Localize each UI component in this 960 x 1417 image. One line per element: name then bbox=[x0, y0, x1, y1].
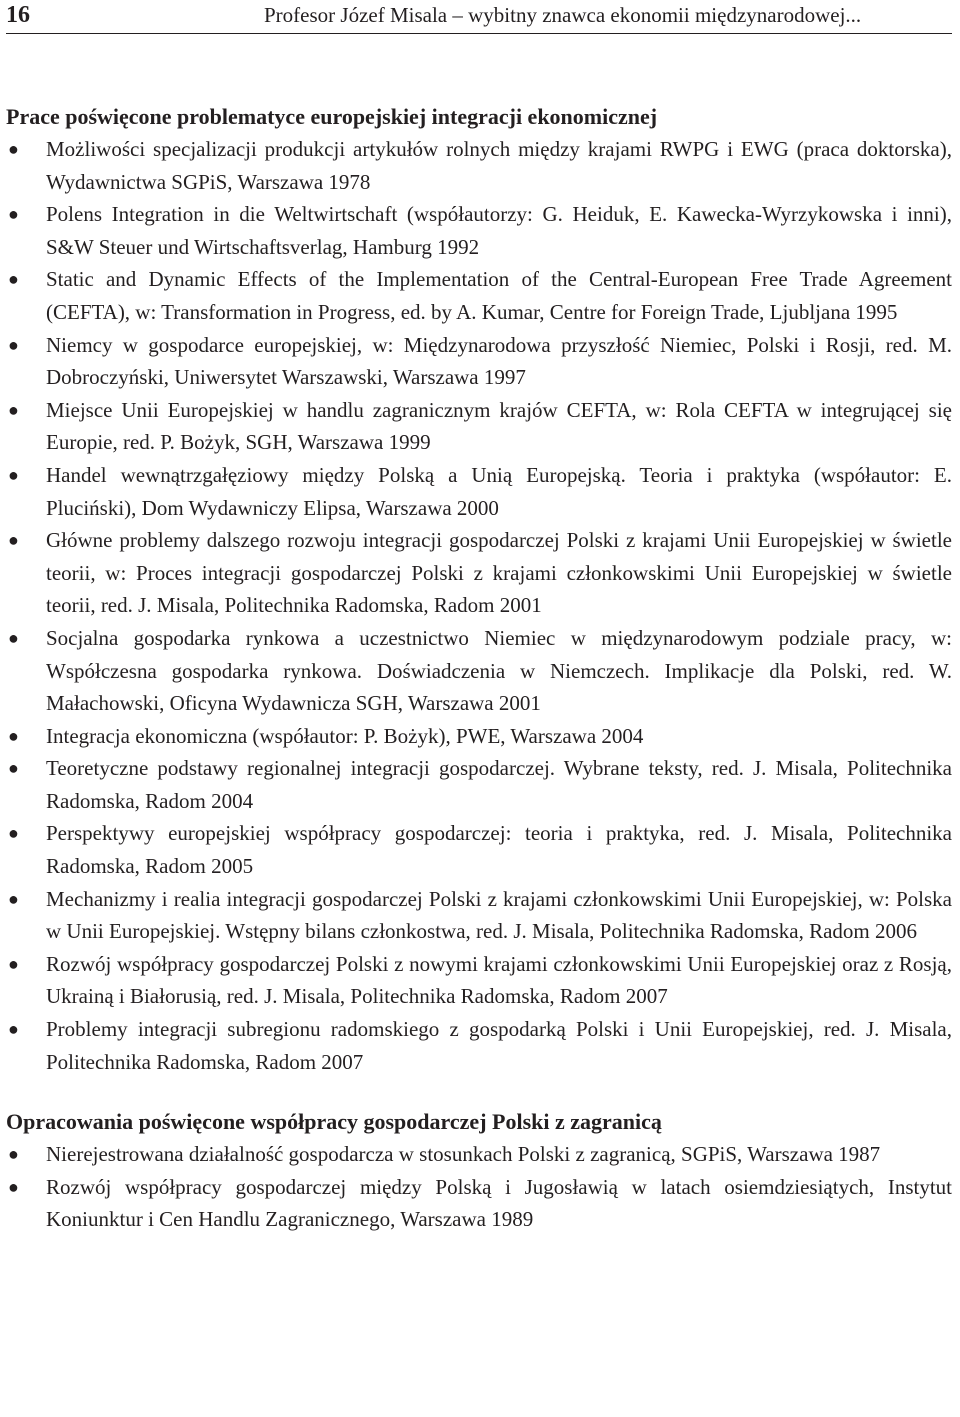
bibliography-entry bbox=[6, 622, 952, 720]
bibliography-entry-text: Główne problemy dalszego rozwoju integracji gospodarczej Polski z krajami Unii Europejskiej w świetle teorii, w: Proces integracji gospodarczej Polski z krajami członkowskimi Unii Europejskiej w świetle teorii, red. J. Misala, Politechnika Radomska, Radom 2001 bbox=[46, 528, 952, 618]
section-heading-european-integration: Prace poświęcone problematyce europejskiej integracji ekonomicznej bbox=[6, 104, 658, 129]
bibliography-entry bbox=[6, 752, 952, 817]
bibliography-entry-text: Teoretyczne podstawy regionalnej integracji gospodarczej. Wybrane teksty, red. J. Misala, Politechnika Radomska, Radom 2004 bbox=[46, 756, 952, 813]
running-title: Profesor Józef Misala – wybitny znawca ekonomii międzynarodowej... bbox=[264, 3, 862, 27]
bibliography-entry-text: Rozwój współpracy gospodarczej Polski z nowymi krajami członkowskimi Unii Europejskiej oraz z Rosją, Ukrainą i Białorusią, red. J. Misala, Politechnika Radomska, Radom 2007 bbox=[46, 951, 952, 1009]
bibliography-entry-text: Integracja ekonomiczna (współautor: P. Bożyk), PWE, Warszawa 2004 bbox=[46, 723, 644, 748]
section-heading-foreign-cooperation: Opracowania poświęcone współpracy gospodarczej Polski z zagranicą bbox=[6, 1109, 662, 1135]
bullet-icon: ● bbox=[8, 530, 19, 551]
bibliography-entry-text: Problemy integracji subregionu radomskiego z gospodarką Polski i Unii Europejskiej, red. J. Misala, Politechnika Radomska, Radom 2007 bbox=[46, 1017, 952, 1074]
bibliography-entry-text: Perspektywy europejskiej współpracy gospodarczej: teoria i praktyka, red. J. Misala, Politechnika Radomska, Radom 2005 bbox=[46, 821, 952, 879]
running-header bbox=[6, 0, 952, 34]
bibliography-entry-text: Socjalna gospodarka rynkowa a uczestnictwo Niemiec w międzynarodowym podziale pracy, w: Współczesna gospodarka rynkowa. Doświadczenia w Niemczech. Implikacje dla Polski, red. W. Małachowski, Oficyna Wydawnicza SGH, Warszawa 2001 bbox=[46, 625, 952, 716]
bullet-icon: ● bbox=[8, 823, 19, 844]
bibliography-entry-text: Mechanizmy i realia integracji gospodarczej Polski z krajami członkowskimi Unii Europejskiej, w: Polska w Unii Europejskiej. Wstępny bilans członkostwa, red. J. Misala, Politechnika Radomska, Radom 2006 bbox=[46, 886, 952, 944]
bullet-icon: ● bbox=[8, 758, 19, 779]
bibliography-entry bbox=[6, 329, 952, 394]
bullet-icon: ● bbox=[8, 464, 19, 485]
bibliography-entry bbox=[6, 1013, 952, 1078]
bibliography-entry bbox=[6, 1138, 952, 1171]
bibliography-entry-text: Miejsce Unii Europejskiej w handlu zagranicznym krajów CEFTA, w: Rola CEFTA w integrującej się Europie, red. P. Bożyk, SGH, Warszawa 1999 bbox=[46, 397, 952, 455]
bibliography-entry bbox=[6, 948, 952, 1013]
bullet-icon: ● bbox=[8, 953, 19, 974]
bibliography-entry-text: Niemcy w gospodarce europejskiej, w: Międzynarodowa przyszłość Niemiec, Polski i Rosji, red. M. Dobroczyński, Uniwersytet Warszawski, Warszawa 1997 bbox=[46, 332, 952, 390]
bibliography-entry bbox=[6, 394, 952, 459]
page-number: 16 bbox=[6, 2, 30, 28]
bullet-icon: ● bbox=[8, 139, 19, 159]
bullet-icon: ● bbox=[8, 725, 19, 746]
bibliography-entry-text: Handel wewnątrzgałęziowy między Polską a Unią Europejską. Teoria i praktyka (współautor: E. Pluciński), Dom Wydawniczy Elipsa, Warszawa 2000 bbox=[46, 462, 952, 520]
bibliography-entry-text: Nierejestrowana działalność gospodarcza w stosunkach Polski z zagranicą, SGPiS, Warszawa 1987 bbox=[46, 1142, 881, 1167]
bullet-icon: ● bbox=[8, 1019, 19, 1040]
bibliography-entry bbox=[6, 1171, 952, 1236]
bibliography-entry-text: Static and Dynamic Effects of the Implementation of the Central-European Free Trade Agreement (CEFTA), w: Transformation in Progress, ed. by A. Kumar, Centre for Foreign Trade, Ljubljana 1995 bbox=[46, 267, 952, 324]
bibliography-entry bbox=[6, 459, 952, 524]
bibliography-entry bbox=[6, 524, 952, 622]
bibliography-list-european-integration bbox=[6, 133, 952, 1078]
bibliography-entry bbox=[6, 263, 952, 328]
bibliography-entry bbox=[6, 133, 952, 198]
bullet-icon: ● bbox=[8, 1176, 19, 1197]
bibliography-entry bbox=[6, 198, 952, 263]
bullet-icon: ● bbox=[8, 334, 19, 355]
bullet-icon: ● bbox=[8, 1144, 19, 1165]
bibliography-list-foreign-cooperation bbox=[6, 1138, 952, 1236]
bibliography-entry-text: Możliwości specjalizacji produkcji artykułów rolnych między krajami RWPG i EWG (praca doktorska), Wydawnictwa SGPiS, Warszawa 1978 bbox=[46, 137, 952, 194]
bibliography-entry-text: Polens Integration in die Weltwirtschaft (współautorzy: G. Heiduk, E. Kawecka-Wyrzykowska i inni), S&W Steuer und Wirtschaftsverlag, Hamburg 1992 bbox=[46, 202, 952, 259]
bibliography-entry bbox=[6, 883, 952, 948]
bullet-icon: ● bbox=[8, 627, 19, 648]
bullet-icon: ● bbox=[8, 399, 19, 420]
bibliography-entry bbox=[6, 817, 952, 882]
bibliography-entry bbox=[6, 720, 952, 753]
bullet-icon: ● bbox=[8, 888, 19, 909]
bullet-icon: ● bbox=[8, 269, 19, 290]
bibliography-entry-text: Rozwój współpracy gospodarczej między Polską i Jugosławią w latach osiemdziesiątych, Instytut Koniunktur i Cen Handlu Zagranicznego, Warszawa 1989 bbox=[46, 1174, 952, 1232]
bullet-icon: ● bbox=[8, 204, 19, 225]
